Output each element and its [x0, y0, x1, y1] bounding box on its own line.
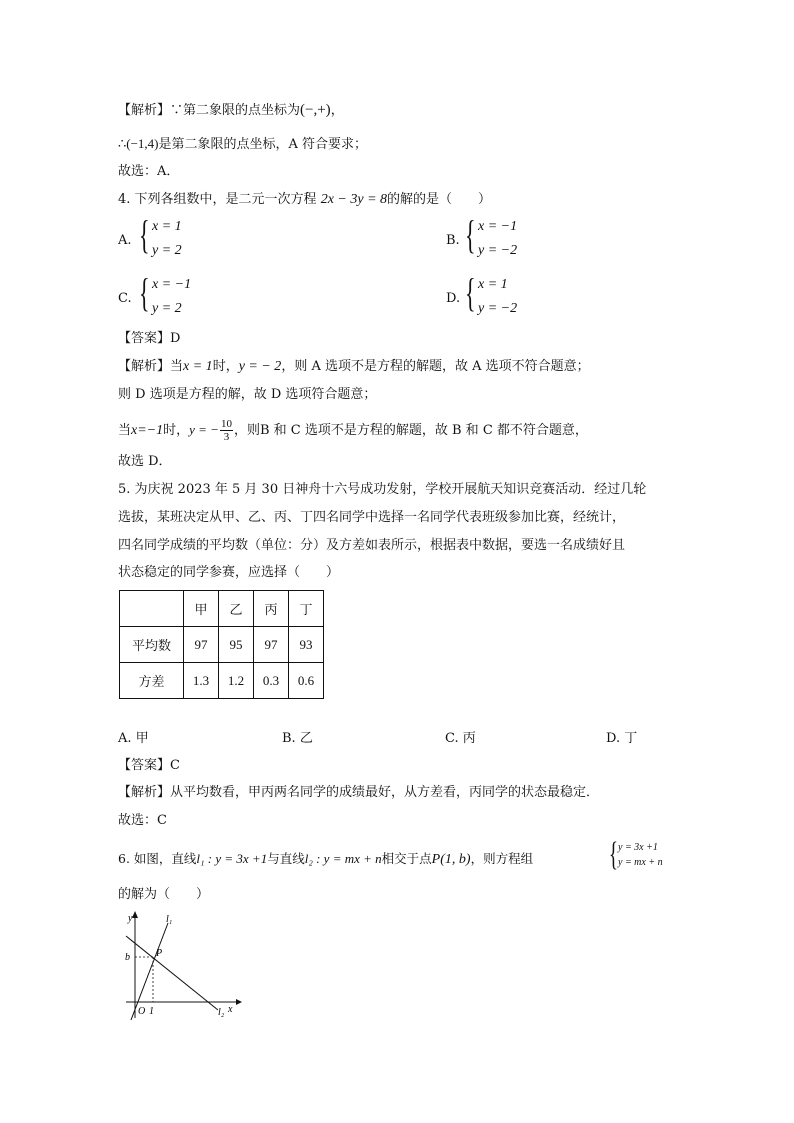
table-header: 丙 [254, 591, 289, 627]
table-header: 乙 [219, 591, 254, 627]
brace-icon: { [465, 270, 476, 315]
fraction: $\frac{10}{3}$ [220, 418, 232, 443]
brace-icon: { [465, 212, 476, 257]
table-cell: 97 [254, 627, 289, 663]
table-cell: 1.2 [219, 663, 254, 699]
q5-stem-line1: 5. 为庆祝 2023 年 5 月 30 日神舟十六号成功发射，学校开展航天知识竞赛活动．经过几轮 [118, 482, 647, 497]
x-axis-label: x [228, 1004, 233, 1015]
table-cell: 93 [289, 627, 324, 663]
q5-stem-line4: 状态稳定的同学参赛，应选择（ ） [118, 565, 340, 580]
table-cell: 97 [184, 627, 219, 663]
table-cell [120, 591, 184, 627]
l1-label: l₁ [166, 914, 173, 925]
q4-option-c-label: C. [118, 291, 132, 306]
point-p: P(1, b) [431, 852, 471, 867]
q4-option-b: x = −1 y = −2 [478, 219, 518, 258]
q6-figure [118, 908, 248, 1023]
q5-option-a: A. 甲 [118, 731, 149, 746]
l2-label: l₂ [218, 1007, 225, 1018]
brace-icon: { [139, 270, 150, 315]
q3-explanation-line1: 【解析】∵第二象限的点坐标为(−,+)， [118, 102, 344, 118]
brace-icon: { [139, 212, 150, 257]
q5-stem-line3: 四名同学成绩的平均数（单位：分）及方差如表所示，根据表中数据，要选一名成绩好且 [118, 538, 626, 553]
line-l2 [126, 936, 218, 1010]
q3-explanation-line2: ∴(−1,4)是第二象限的点坐标，A 符合要求； [118, 136, 368, 152]
q4-answer: 【答案】D [118, 331, 181, 346]
q3-choice: 故选：A． [118, 164, 180, 179]
q5-stem-line2: 选拔，某班决定从甲、乙、丙、丁四名同学中选择一名同学代表班级参加比赛，经统计， [118, 510, 626, 525]
table-header: 甲 [184, 591, 219, 627]
table-cell: 95 [219, 627, 254, 663]
x-axis-arrow-icon [236, 999, 242, 1005]
table-cell: 0.6 [289, 663, 324, 699]
sign-pair: (−,+) [300, 102, 331, 118]
q6-stem-line1: 6. 如图，直线l₁ : y = 3x +1与直线l₂ : y = mx + n相交于点P(1, b)，则方程组 [118, 851, 534, 867]
q5-explanation: 【解析】从平均数看，甲丙两名同学的成绩最好，从方差看，丙同学的状态最稳定． [118, 785, 600, 800]
q6-system: y = 3x +1 y = mx + n [618, 842, 663, 868]
y-axis-label: y [128, 913, 133, 924]
q4-stem: 4. 下列各组数中，是二元一次方程 2x − 3y = 8的解的是（ ） [118, 192, 492, 207]
b-label: b [125, 952, 130, 963]
origin-label: O [138, 1006, 146, 1017]
q5-answer: 【答案】C [118, 758, 180, 773]
q4-explanation-line3: 当x=−1时，y = − $\frac{10}{3}$ ，则B 和 C 选项不是方程的解题，故 B 和 C 都不符合题意， [118, 418, 588, 443]
table-header-row [120, 591, 324, 627]
q4-option-a-label: A. [118, 233, 132, 248]
line-l1-equation: l₁ : y = 3x +1 [196, 851, 268, 866]
q4-option-c: x = −1 y = 2 [152, 277, 192, 316]
q4-option-a: x = 1 y = 2 [152, 219, 182, 258]
q4-equation: 2x − 3y = 8 [320, 192, 388, 207]
q5-option-c: C. 丙 [445, 731, 476, 746]
q5-choice: 故选：C [118, 813, 167, 828]
q4-choice: 故选 D． [118, 454, 172, 469]
q4-explanation-line1: 【解析】当x = 1时，y = − 2，则 A 选项不是方程的解题，故 A 选项不符合题意； [118, 359, 590, 374]
y-axis-arrow-icon [132, 911, 138, 918]
line-l2-equation: l₂ : y = mx + n [304, 851, 382, 866]
q4-option-d-label: D. [446, 291, 461, 306]
p-label: P [156, 948, 163, 959]
table-header: 丁 [289, 591, 324, 627]
table-row [120, 627, 324, 663]
brace-icon: { [609, 836, 618, 873]
table-cell: 0.3 [254, 663, 289, 699]
one-label: 1 [149, 1006, 154, 1017]
q5-option-b: B. 乙 [282, 731, 313, 746]
q4-option-d: x = 1 y = −2 [478, 277, 518, 316]
q5-option-d: D. 丁 [606, 731, 638, 746]
q4-option-b-label: B. [446, 233, 460, 248]
table-cell: 方差 [120, 663, 184, 699]
q6-stem-line2: 的解为（ ） [118, 887, 210, 902]
table-row [120, 663, 324, 699]
q4-explanation-line2: 则 D 选项是方程的解，故 D 选项符合题意； [118, 387, 377, 402]
table-cell: 1.3 [184, 663, 219, 699]
table-cell: 平均数 [120, 627, 184, 663]
q5-score-table [119, 590, 324, 699]
